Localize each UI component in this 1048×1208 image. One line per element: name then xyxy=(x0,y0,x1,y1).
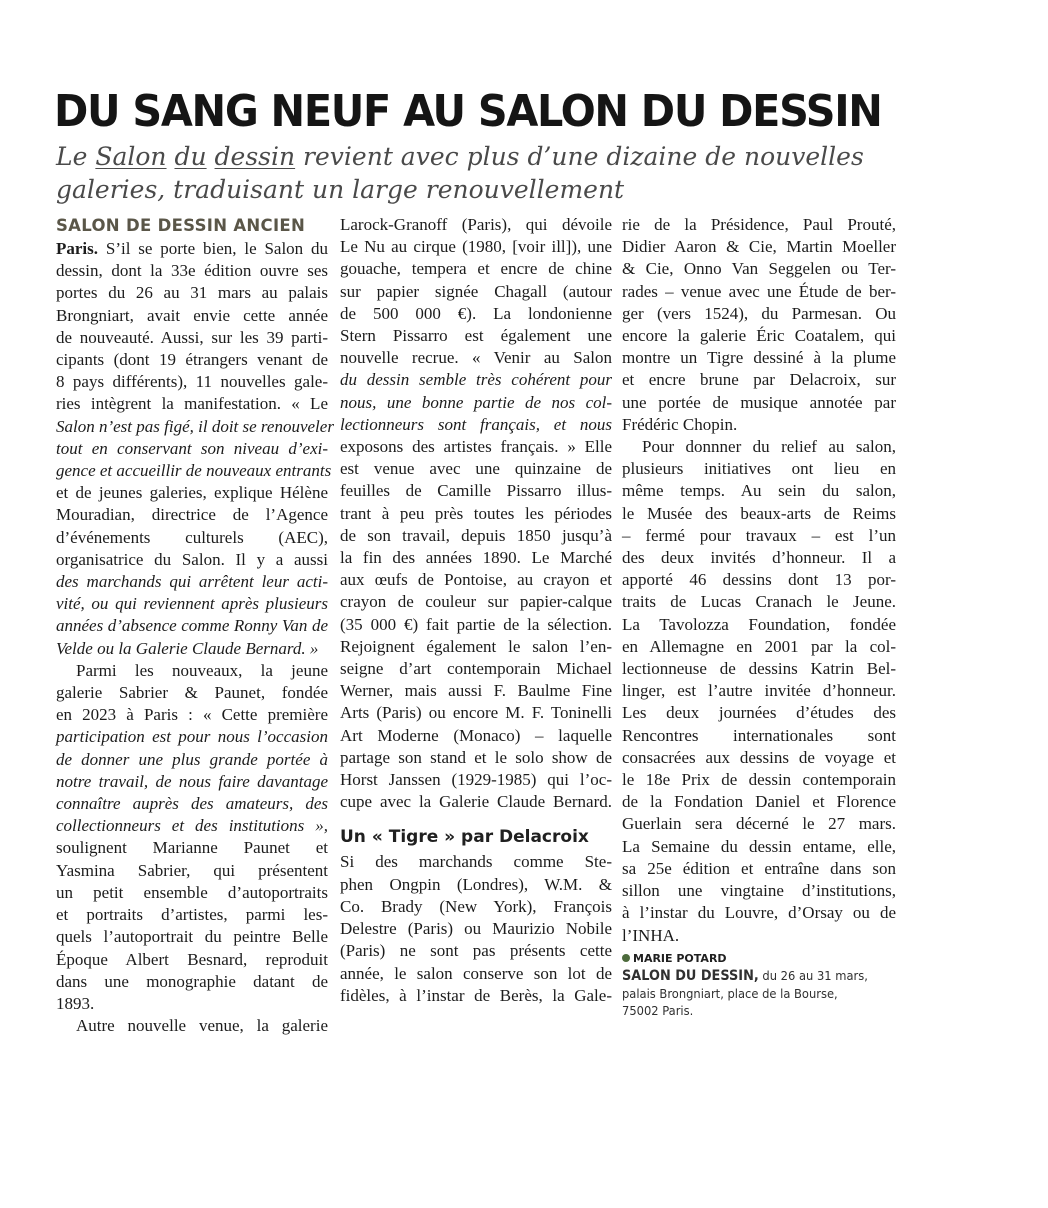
column-1-lines xyxy=(56,260,334,1037)
text-line: partage son stand et le solo show de xyxy=(340,747,612,767)
text-line: rie de la Présidence, Paul Prouté, xyxy=(622,215,896,234)
deck-text xyxy=(207,142,215,171)
deck-underlined-word: Salon xyxy=(95,142,167,171)
text-line: montre un Tigre dessiné à la plume xyxy=(622,348,896,368)
text-line: sur papier signée Chagall (autour xyxy=(340,281,612,301)
deck-line-2: galeries, traduisant un large renouvellement xyxy=(56,175,625,204)
text-line: tout en conservant son niveau d’exi- xyxy=(56,438,328,458)
text-line: Frédéric Chopin. xyxy=(622,414,738,434)
text-line: de nouveauté. Aussi, sur les 39 parti- xyxy=(56,327,328,347)
text-line: galerie Sabrier & Paunet, fondée xyxy=(56,683,328,703)
text-line: Les deux journées d’études des xyxy=(622,703,896,723)
text-line: Horst Janssen (1929-1985) qui l’oc- xyxy=(340,770,612,790)
text-line: années d’absence comme Ronny Van de xyxy=(56,616,328,636)
text-line: Rencontres internationales sont xyxy=(622,725,896,745)
text-line: Larock-Granoff (Paris), qui dévoile xyxy=(340,215,612,234)
event-info-line-2: palais Brongniart, place de la Bourse, xyxy=(622,985,838,1001)
event-info-line-3: 75002 Paris. xyxy=(622,1002,694,1018)
text-line: connaître auprès des amateurs, des xyxy=(56,794,328,814)
text-line: Guerlain sera décerné le 27 mars. xyxy=(622,814,896,834)
subhead: Un « Tigre » par Delacroix xyxy=(340,827,589,848)
text-line: Co. Brady (New York), François xyxy=(340,896,612,916)
text-line: rades – venue avec une Étude de ber- xyxy=(622,281,896,301)
text-line: (35 000 €) fait partie de la sélection. xyxy=(340,614,612,634)
text-line: nous, une bonne partie de nos col- xyxy=(340,392,612,412)
text-line: et encre brune par Delacroix, sur xyxy=(622,370,896,390)
text-line: Stern Pissarro est également une xyxy=(340,326,612,346)
text-line: quels l’autoportrait du peintre Belle xyxy=(56,927,328,947)
text-line: & Cie, Onno Van Seggelen ou Ter- xyxy=(622,259,896,279)
deck-underlined-word: dessin xyxy=(214,142,296,171)
text-line: sillon une vingtaine d’institutions, xyxy=(622,881,896,901)
text-line: de donner une plus grande portée à xyxy=(56,749,328,769)
text-line: Époque Albert Besnard, reproduit xyxy=(56,949,328,969)
bullet-dot-icon xyxy=(622,954,630,962)
text-line: collectionneurs et des institutions », xyxy=(56,816,328,836)
text-line: Parmi les nouveaux, la jeune xyxy=(76,660,328,680)
text-line: l’INHA. xyxy=(622,925,680,945)
text-line: d’événements culturels (AEC), xyxy=(56,527,328,547)
dateline-city: Paris. xyxy=(56,239,99,258)
deck-line-1 xyxy=(56,140,976,173)
text-line: cupe avec la Galerie Claude Bernard. xyxy=(340,792,612,812)
column-3 xyxy=(622,214,896,1019)
text-line: année, le salon conserve son lot de xyxy=(340,963,612,983)
text-line: gouache, tempera et encre de chine xyxy=(340,259,612,279)
text-line: et de jeunes galeries, explique Hélène xyxy=(56,483,328,503)
text-line: organisatrice du Salon. Il y a aussi xyxy=(56,549,328,569)
text-line: La Semaine du dessin entame, elle, xyxy=(622,836,896,856)
text-line: Arts (Paris) ou encore M. F. Toninelli xyxy=(340,703,612,723)
text-line: Rejoignent également le salon l’en- xyxy=(340,636,612,656)
text-line: est venue avec une quinzaine de xyxy=(340,459,612,479)
text-line: de 500 000 €). La londonienne xyxy=(340,303,612,323)
text-line: exposons des artistes français. » Elle xyxy=(340,437,612,457)
column-1 xyxy=(56,214,334,1037)
text-line: dessin, dont la 33e édition ouvre ses xyxy=(56,261,328,281)
text-line: dans une monographie datant de xyxy=(56,971,328,991)
text-line: feuilles de Camille Pissarro illus- xyxy=(340,481,612,501)
first-line-text: S’il se porte bien, le Salon du xyxy=(105,239,328,258)
text-line: Yasmina Sabrier, qui présentent xyxy=(56,860,328,880)
text-line: 8 pays différents), 11 nouvelles gale- xyxy=(56,372,328,392)
text-line: linger, est l’autre invitée d’honneur. xyxy=(622,681,896,701)
text-line: Autre nouvelle venue, la galerie xyxy=(76,1016,328,1036)
text-line: de son travail, depuis 1850 jusqu’à xyxy=(340,525,612,545)
text-line: Pour donnner du relief au salon, xyxy=(642,437,896,457)
column-2-lines xyxy=(340,214,612,813)
kicker: SALON DE DESSIN ANCIEN xyxy=(56,216,306,235)
text-line: une portée de musique annotée par xyxy=(622,392,896,412)
text-line: ries intègrent la manifestation. « Le xyxy=(56,394,328,414)
text-line: lectionneuse de dessins Katrin Bel- xyxy=(622,659,896,679)
first-line xyxy=(56,238,328,260)
deck-underlined-word: du xyxy=(174,142,207,171)
text-line: aux œufs de Pontoise, au crayon et xyxy=(340,570,612,590)
text-line: cipants (dont 19 étrangers venant de xyxy=(56,350,328,370)
text-line: consacrées aux dessins de voyage et xyxy=(622,747,896,767)
text-line: Si des marchands comme Ste- xyxy=(340,852,612,872)
author-byline xyxy=(622,951,896,967)
text-line: Brongniart, avait envie cette année xyxy=(56,305,328,325)
text-line: Didier Aaron & Cie, Martin Moeller xyxy=(622,237,896,257)
text-line: des marchands qui arrêtent leur acti- xyxy=(56,572,328,592)
text-line: la fin des années 1890. Le Marché xyxy=(340,548,612,568)
text-line: de la Fondation Daniel et Florence xyxy=(622,792,896,812)
text-line: le Musée des beaux-arts de Reims xyxy=(622,503,896,523)
text-line: vité, ou qui reviennent après plusieurs xyxy=(56,594,328,614)
column-2 xyxy=(340,214,612,1007)
column-2-lines-after-subhead xyxy=(340,851,612,1006)
text-line: Mouradian, directrice de l’Agence xyxy=(56,505,328,525)
text-line: Le Nu au cirque (1980, [voir ill]), une xyxy=(340,237,612,257)
event-info-line-1 xyxy=(622,967,874,985)
text-line: sa 25e édition et entraîne dans son xyxy=(622,858,896,878)
text-line: encore la galerie Éric Coatalem, qui xyxy=(622,326,896,346)
headline: DU SANG NEUF AU SALON DU DESSIN xyxy=(54,86,882,137)
text-line: notre travail, de nous faire davantage xyxy=(56,771,328,791)
text-line: le 18e Prix de dessin contemporain xyxy=(622,770,896,790)
event-info-dates: du 26 au 31 mars, xyxy=(758,967,868,983)
text-line: des deux invités d’honneur. Il a xyxy=(622,548,896,568)
author-name: MARIE POTARD xyxy=(633,951,727,965)
text-line: La Tavolozza Foundation, fondée xyxy=(622,614,896,634)
text-line: ger (vers 1524), du Parmesan. Ou xyxy=(622,303,896,323)
text-line: portes du 26 au 31 mars au palais xyxy=(56,283,328,303)
text-line: (Paris) ne sont pas présents cette xyxy=(340,941,612,961)
deck-text: Le xyxy=(56,142,96,171)
text-line: Velde ou la Galerie Claude Bernard. » xyxy=(56,638,319,658)
text-line: traits de Lucas Cranach le Jeune. xyxy=(622,592,896,612)
text-line: phen Ongpin (Londres), W.M. & xyxy=(340,874,612,894)
text-line: un petit ensemble d’autoportraits xyxy=(56,882,328,902)
text-line: et portraits d’artistes, parmi les- xyxy=(56,905,328,925)
text-line: Salon n’est pas figé, il doit se renouveler xyxy=(56,416,334,436)
text-line: Delestre (Paris) ou Maurizio Nobile xyxy=(340,919,612,939)
text-line: gence et accueillir de nouveaux entrants xyxy=(56,461,332,481)
event-info-title: SALON DU DESSIN, xyxy=(622,967,759,984)
deck xyxy=(56,140,976,206)
deck-text: revient avec plus d’une dizaine de nouvelles xyxy=(295,142,864,171)
text-line: Art Moderne (Monaco) – laquelle xyxy=(340,725,612,745)
text-line: – fermé pour travaux – est l’un xyxy=(622,525,896,545)
text-line: 1893. xyxy=(56,993,95,1013)
text-line: nouvelle recrue. « Venir au Salon xyxy=(340,348,612,368)
column-1-body xyxy=(56,238,334,1037)
text-line: apporté 46 dessins dont 13 por- xyxy=(622,570,896,590)
text-line: lectionneurs sont français, et nous xyxy=(340,414,612,434)
column-3-lines xyxy=(622,214,896,947)
text-line: soulignent Marianne Paunet et xyxy=(56,838,328,858)
text-line: Werner, mais aussi F. Baulme Fine xyxy=(340,681,612,701)
text-line: crayon de couleur sur papier-calque xyxy=(340,592,612,612)
text-line: à l’instar du Louvre, d’Orsay ou de xyxy=(622,903,896,923)
text-line: du dessin semble très cohérent pour xyxy=(340,370,612,390)
text-line: en 2023 à Paris : « Cette première xyxy=(56,705,328,725)
text-line: en Allemagne en 2001 par la col- xyxy=(622,636,896,656)
text-line: même temps. Au sein du salon, xyxy=(622,481,896,501)
text-line: trant à peu près toutes les périodes xyxy=(340,503,612,523)
text-line: fidèles, à l’instar de Berès, la Gale- xyxy=(340,985,612,1005)
text-line: plusieurs initiatives ont lieu en xyxy=(622,459,896,479)
text-line: seigne d’art contemporain Michael xyxy=(340,659,612,679)
text-line: participation est pour nous l’occasion xyxy=(56,727,328,747)
